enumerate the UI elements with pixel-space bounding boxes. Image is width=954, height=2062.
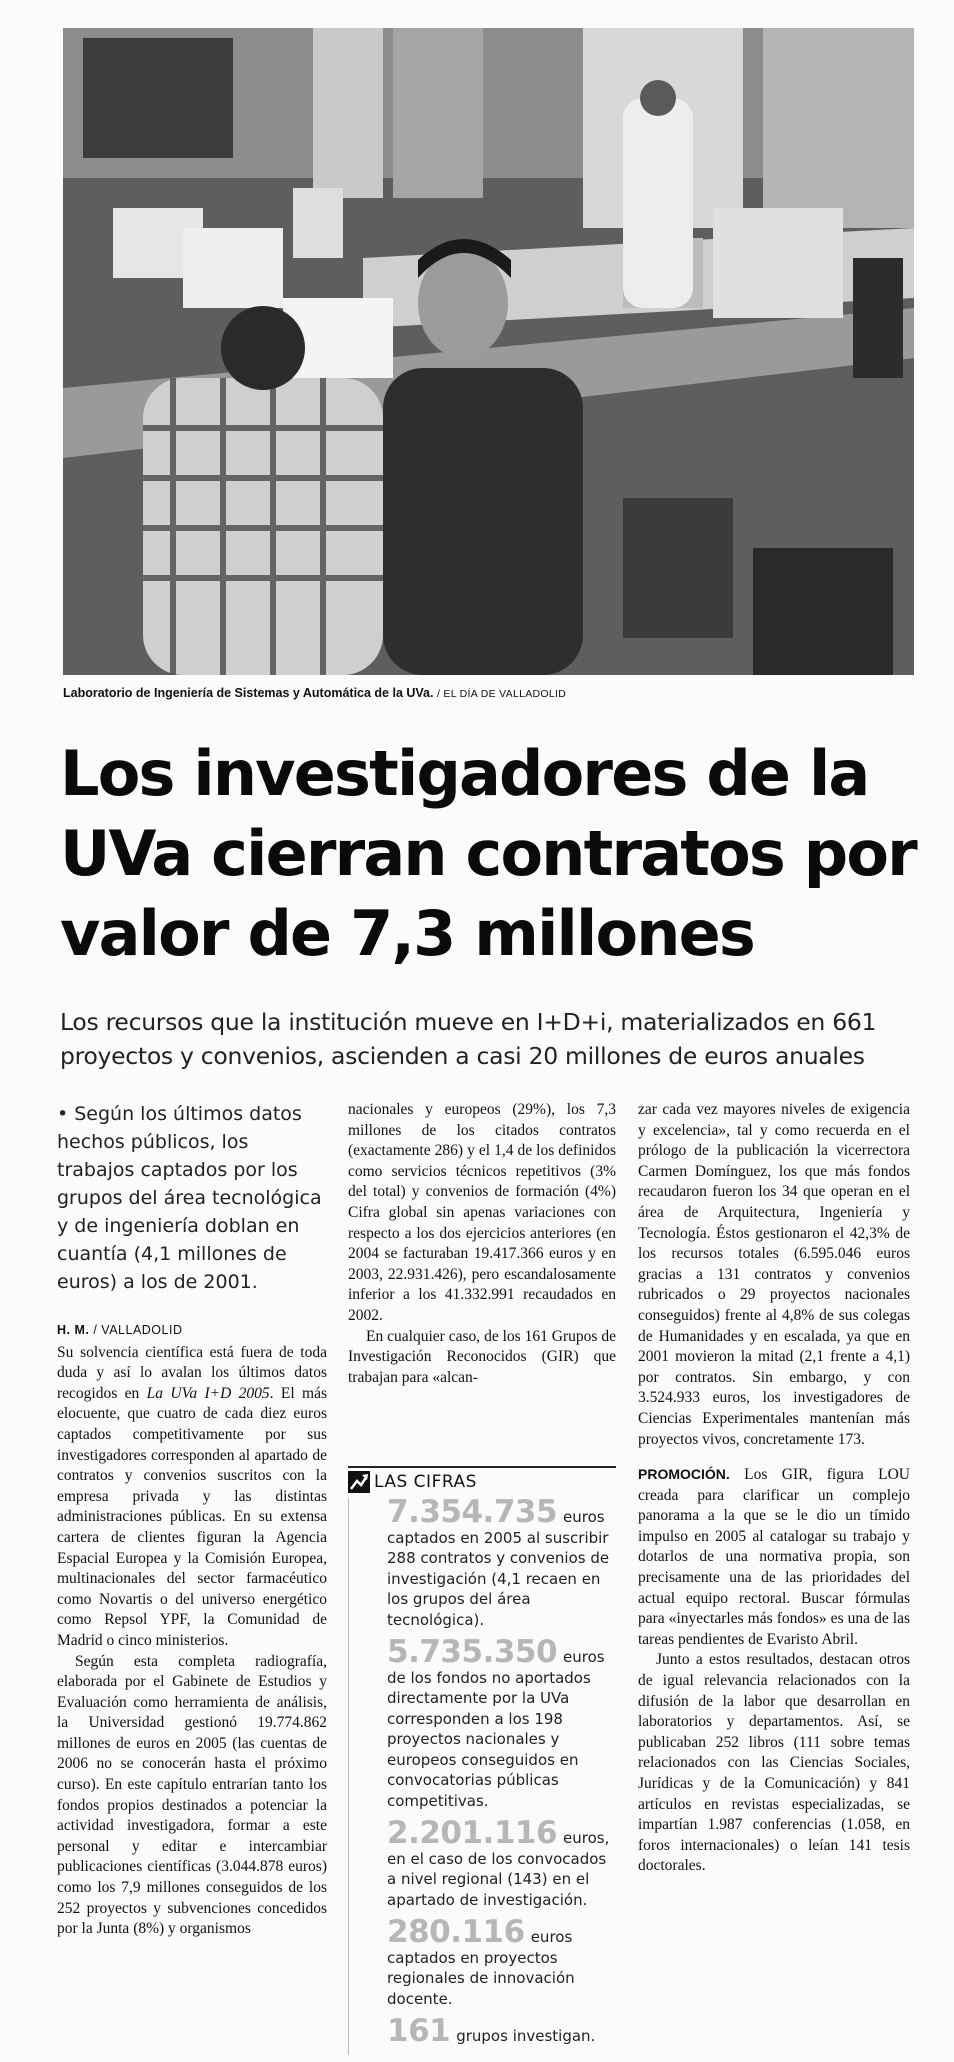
paragraph: PROMOCIÓN. Los GIR, figura LOU creada para clarificar un complejo panorama a la que se le dio un tímido impulso en 2005 al catalogar su trabajo y dotarlos de una normativa propia, son precisamente una de las prioridades del actual equipo rectoral. Buscar fórmulas para «inyectarles más fondos» es una de las tareas pendientes de Evaristo Abril. bbox=[638, 1466, 910, 1648]
article-column-3 bbox=[638, 1100, 910, 1877]
byline-author: H. M. bbox=[57, 1323, 90, 1337]
paragraph: En cualquier caso, de los 161 Grupos de Investigación Reconocidos (GIR) que trabajan para «alcan- bbox=[348, 1327, 616, 1386]
headline-line-2: UVa cierran contratos por bbox=[60, 817, 916, 890]
figure-text: euros, en el caso de los convocados a nivel regional (143) en el apartado de investigación. bbox=[387, 1829, 610, 1909]
figure-item bbox=[348, 1634, 616, 1819]
las-cifras-box bbox=[348, 1466, 616, 2055]
figure-text: euros captados en proyectos regionales de innovación docente. bbox=[387, 1928, 575, 2008]
subheadline-line-2: proyectos y convenios, ascienden a casi 20 millones de euros anuales bbox=[60, 1042, 865, 1070]
figure-text: grupos investigan. bbox=[456, 2027, 596, 2045]
headline-line-3: valor de 7,3 millones bbox=[60, 897, 754, 970]
figure-number: 5.735.350 bbox=[387, 1634, 558, 1670]
byline-place: / VALLADOLID bbox=[93, 1323, 183, 1337]
subheadline-line-1: Los recursos que la institución mueve en I+D+i, materializados en 661 bbox=[60, 1008, 877, 1036]
figure-number: 280.116 bbox=[387, 1914, 525, 1950]
paragraph: Su solvencia científica está fuera de toda duda y así lo avalan los últimos datos recogidos en La UVa I+D 2005. El más elocuente, que cuatro de cada diez euros captados competitivamente por sus investigadores corresponden al apartado de contratos y convenios suscritos con la empresa privada y las distintas administraciones públicas. En su extensa cartera de clientes figuran la Agencia Espacial Europea y la Comisión Europea, multinacionales del sector farmacéutico como Novartis o del universo energético como Repsol YPF, la Comunidad de Madrid o cinco ministerios. bbox=[57, 1343, 327, 1649]
figure-text: euros captados en 2005 al suscribir 288 contratos y convenios de investigación (4,1 recaen en los grupos del área tecnológica). bbox=[387, 1508, 610, 1629]
headline bbox=[60, 734, 940, 974]
paragraph: Junto a estos resultados, destacan otros de igual relevancia relacionados con la difusión de la labor que desarrollan en laboratorios y departamentos. Así, se publicaban 252 libros (111 sobre temas relacionados con las Ciencias Sociales, Jurídicas y de la Comunicación) y 841 artículos en revistas especializadas, se impartían 1.987 conferencias (1.058, en foros internacionales) o leían 141 tesis doctorales. bbox=[638, 1651, 910, 1875]
lab-photo bbox=[63, 28, 914, 675]
summary-bullet: • Según los últimos datos hechos públicos, los trabajos captados por los grupos del área tecnológica y de ingeniería doblan en cuantía (4,1 millones de euros) a los de 2001. bbox=[57, 1103, 322, 1293]
figure-item bbox=[348, 1494, 616, 1638]
figure-item bbox=[348, 1914, 616, 2017]
figure-number: 161 bbox=[387, 2013, 451, 2049]
section-lead: PROMOCIÓN. bbox=[638, 1466, 730, 1483]
caption-source: / EL DÍA DE VALLADOLID bbox=[436, 688, 567, 700]
photo-caption bbox=[63, 686, 923, 700]
las-cifras-title: LAS CIFRAS bbox=[374, 1472, 477, 1492]
paragraph: zar cada vez mayores niveles de exigencia y excelencia», tal y como recuerda en el prólogo de la publicación la vicerrectora Carmen Domínguez, los que más fondos recaudaron fueron los 34 que operan en el área de Arquitectura, Ingeniería y Tecnología. Éstos gestionaron el 42,3% de los recursos totales (6.595.046 euros gracias a 131 contratos y convenios rubricados o 29 proyectos nacionales conseguidos) frente al 4,8% de sus colegas de Humanidades y en escalada, ya que en 2001 movieron la mitad (2,1 frente a 4,1) por contratos. Sin embargo, y con 3.524.933 euros, los investigadores de Ciencias Experimentales mantenían más proyectos vivos, concretamente 173. bbox=[638, 1101, 910, 1448]
headline-line-1: Los investigadores de la bbox=[60, 737, 869, 810]
subheadline bbox=[60, 1005, 940, 1073]
article-column-2 bbox=[348, 1100, 616, 1388]
byline bbox=[57, 1320, 327, 1341]
figure-text: euros de los fondos no aportados directamente por la UVa corresponden a los 198 proyectos nacionales y europeos conseguidos en convocatorias públicas competitivas. bbox=[387, 1648, 605, 1810]
paragraph: nacionales y europeos (29%), los 7,3 millones de los citados contratos (exactamente 286) y el 1,4 de los definidos como servicios técnicos repetitivos (3% del total) y convenios de formación (4%) Cifra global sin apenas variaciones con respecto a los dos ejercicios anteriores (en 2004 se facturaban 19.417.366 euros y en 2003, 22.931.426), pero escandalosamente inferior a los 41.332.991 recaudados en 2002. bbox=[348, 1101, 616, 1324]
figure-number: 7.354.735 bbox=[387, 1494, 558, 1530]
figure-item bbox=[348, 1815, 616, 1918]
caption-text: Laboratorio de Ingeniería de Sistemas y Automática de la UVa. bbox=[63, 686, 434, 700]
article-column-1 bbox=[57, 1100, 327, 1940]
las-cifras-header bbox=[348, 1468, 616, 1498]
trend-arrow-icon bbox=[348, 1471, 370, 1493]
paragraph: Según esta completa radiografía, elaborada por el Gabinete de Estudios y Evaluación como herramienta de análisis, la Universidad gestionó 19.774.862 millones de euros en 2005 (las cuentas de 2006 no se conocerán hasta el próximo curso). En este capítulo entrarían tanto los fondos propios destinados a potenciar la actividad investigadora, formar a este personal y editar e intercambiar publicaciones científicas (3.044.878 euros) como los 7,9 millones conseguidos de los 252 proyectos y subvenciones concedidos por la Junta (8%) y organismos bbox=[57, 1652, 327, 1938]
figure-item bbox=[348, 2013, 616, 2055]
figure-number: 2.201.116 bbox=[387, 1815, 558, 1851]
